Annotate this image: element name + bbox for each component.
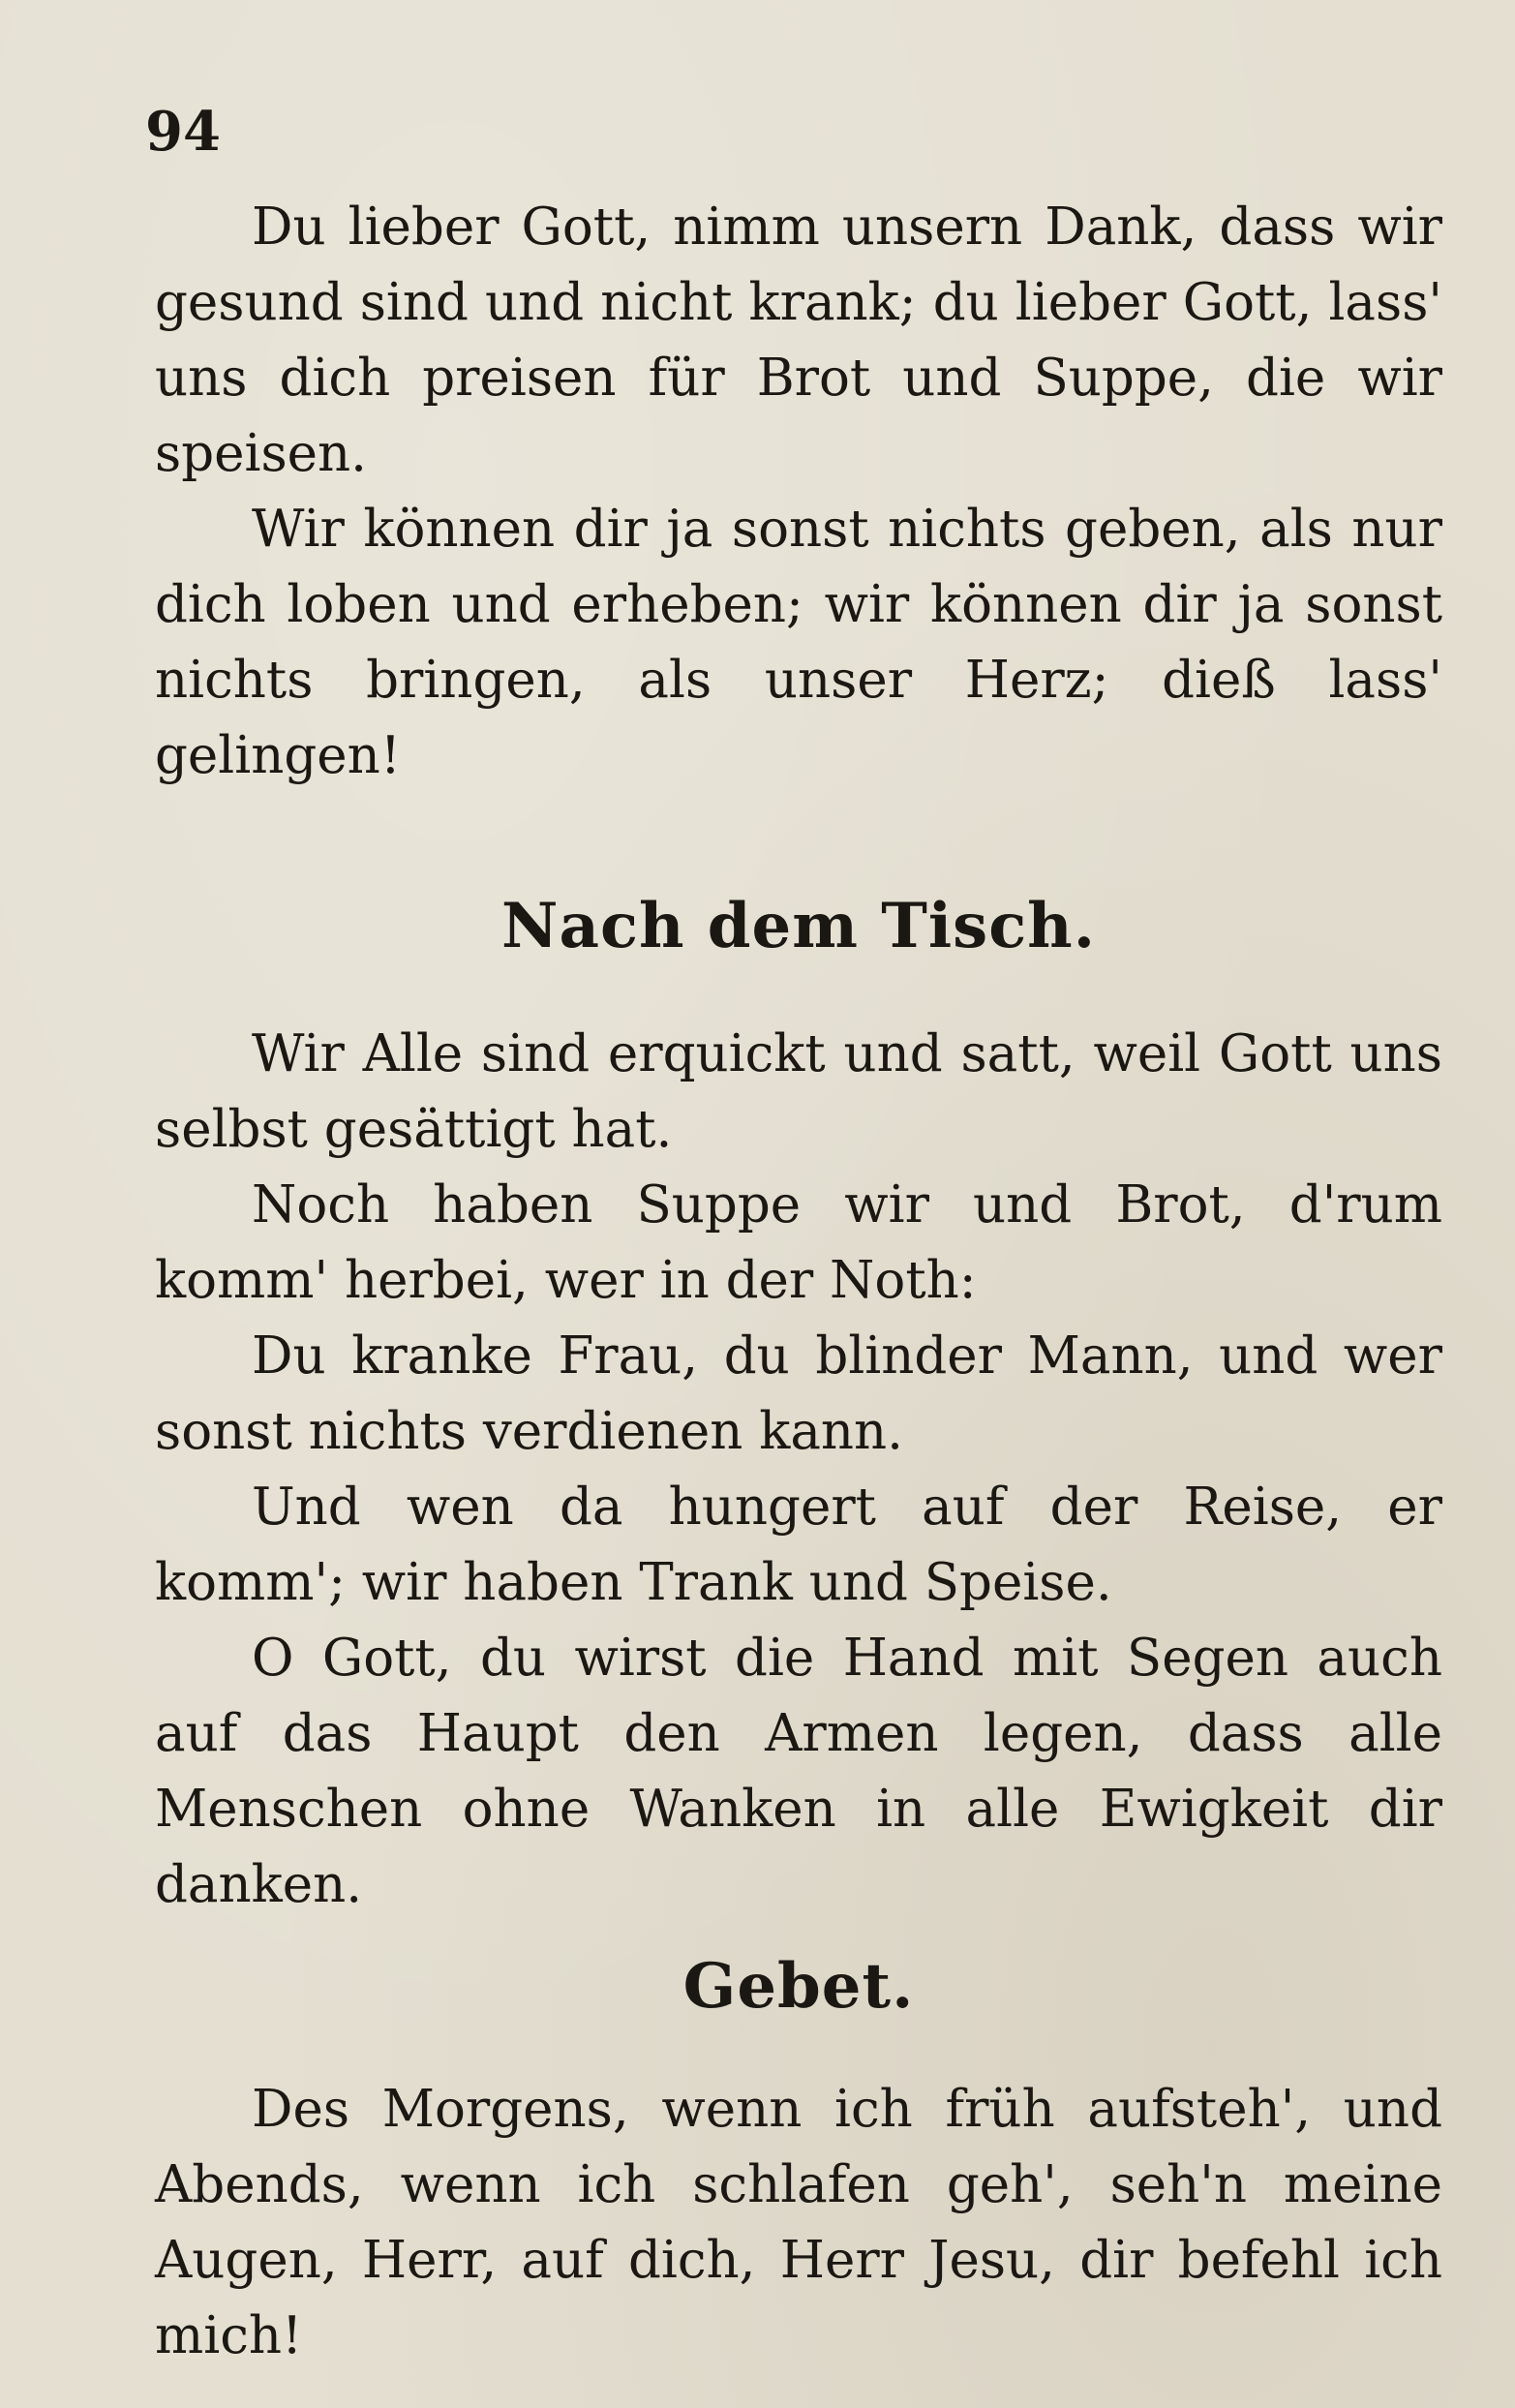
section-grace-before-meal: [155, 190, 1442, 794]
paragraph: Du kranke Frau, du blinder Mann, und wer sonst nichts verdienen kann.: [155, 1326, 1442, 1461]
paragraph: Wir Alle sind erquickt und satt, weil Gott uns selbst gesättigt hat.: [155, 1024, 1442, 1159]
paragraph: Noch haben Suppe wir und Brot, d'rum komm' herbei, wer in der Noth:: [155, 1175, 1442, 1310]
paragraph: Und wen da hungert auf der Reise, er komm'; wir haben Trank und Speise.: [155, 1478, 1442, 1612]
paragraph: Du lieber Gott, nimm unsern Dank, dass wir gesund sind und nicht krank; du lieber Gott, lass' uns dich preisen für Brot und Suppe, die wir speisen.: [155, 198, 1442, 483]
page-number: 94: [145, 100, 221, 164]
paragraph: Des Morgens, wenn ich früh aufsteh', und Abends, wenn ich schlafen geh', seh'n meine Augen, Herr, auf dich, Herr Jesu, dir befehl ich mich!: [155, 2080, 1442, 2365]
paragraph: Wir können dir ja sonst nichts geben, als nur dich loben und erheben; wir können dir ja sonst nichts bringen, als unser Herz; dieß lass' gelingen!: [155, 500, 1442, 785]
section-gebet: [155, 2072, 1442, 2374]
section-heading-gebet: Gebet.: [682, 1950, 915, 2023]
section-heading-nach-dem-tisch: Nach dem Tisch.: [501, 890, 1096, 962]
paragraph: O Gott, du wirst die Hand mit Segen auch auf das Haupt den Armen legen, dass alle Menschen ohne Wanken in alle Ewigkeit dir danken.: [155, 1629, 1442, 1914]
section-nach-dem-tisch: [155, 1017, 1442, 1923]
